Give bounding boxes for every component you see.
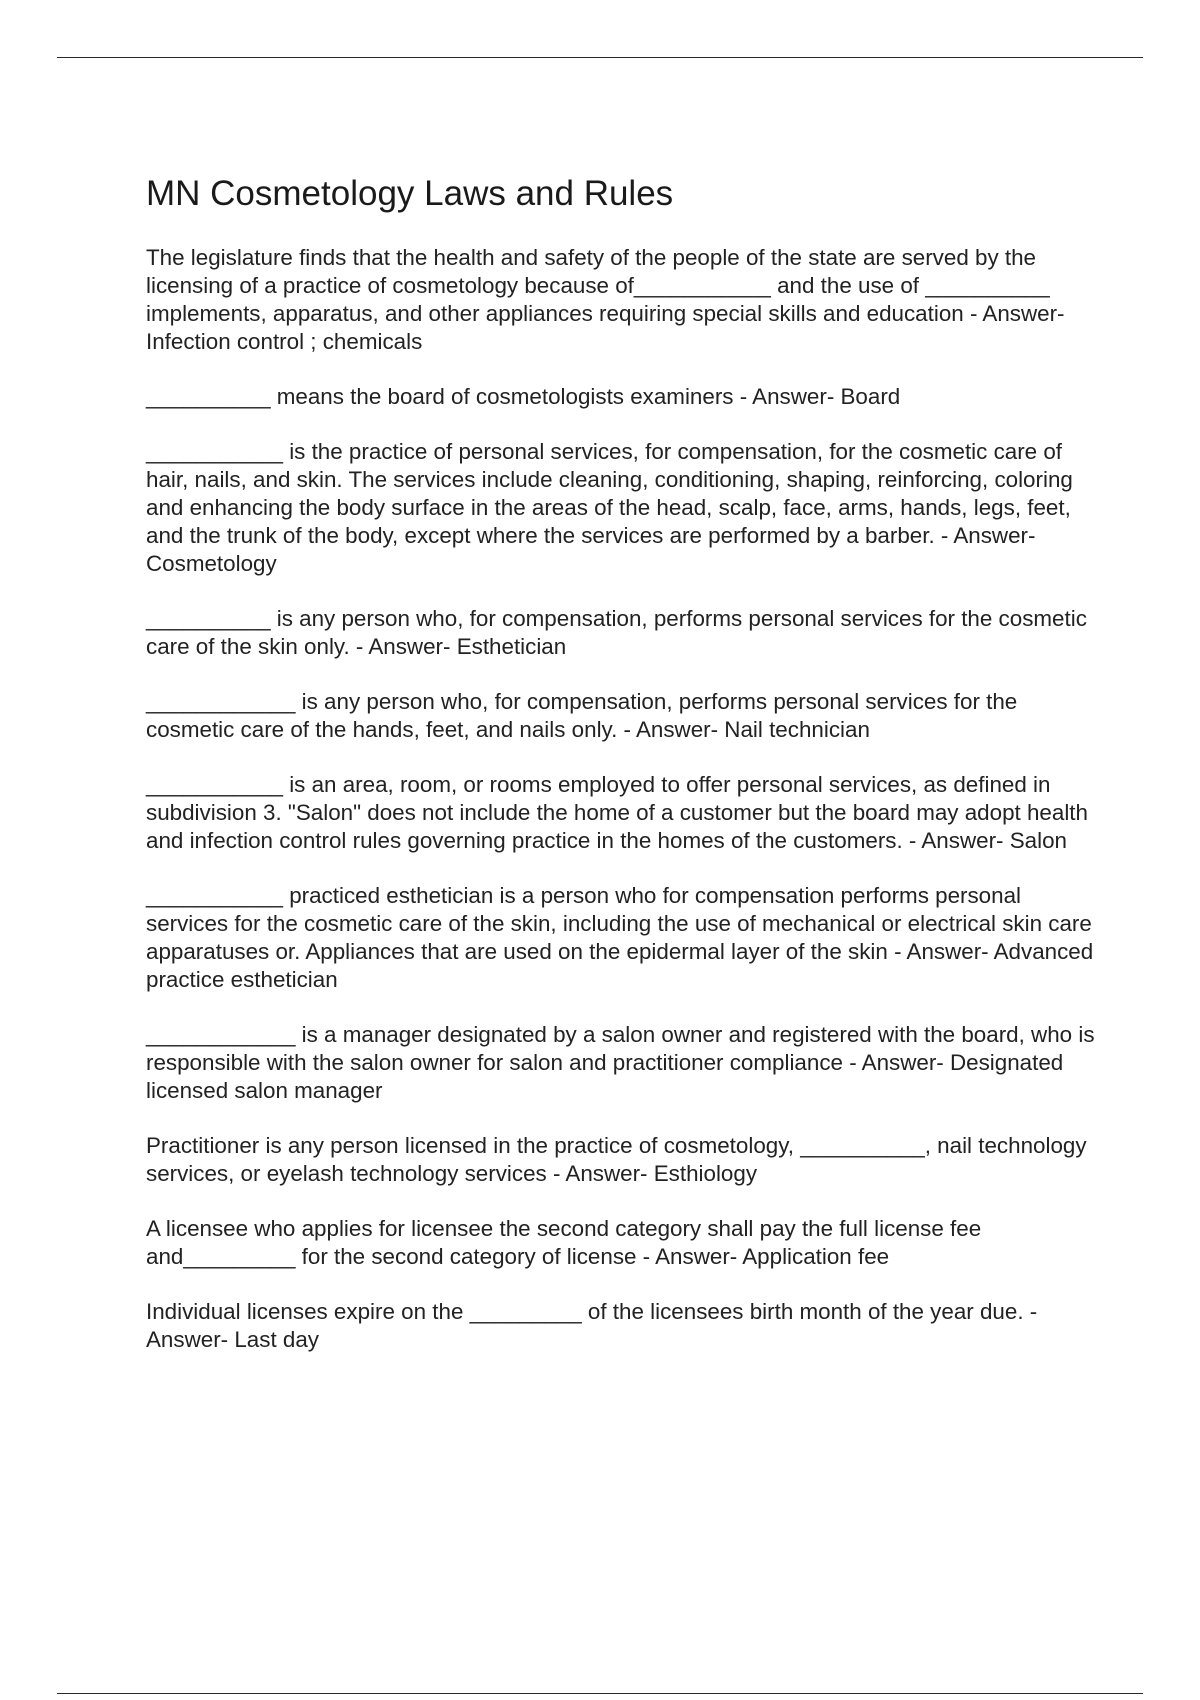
question-item: Practitioner is any person licensed in the practice of cosmetology, __________, nail technology services, or eyelash technology services - Answer- Esthiology	[146, 1133, 1087, 1186]
question-item: A licensee who applies for licensee the second category shall pay the full license fee and_________ for the second category of license - Answer- Application fee	[146, 1216, 982, 1269]
question-item: ____________ is a manager designated by a salon owner and registered with the board, who is responsible with the salon owner for salon and practitioner compliance - Answer- Designated licensed salon manager	[146, 1022, 1095, 1103]
question-item: ___________ is an area, room, or rooms employed to offer personal services, as defined in subdivision 3. "Salon" does not include the home of a customer but the board may adopt health and infection control rules governing practice in the homes of the customers. - Answer- Salon	[146, 772, 1088, 853]
question-item: Individual licenses expire on the _________ of the licensees birth month of the year due. - Answer- Last day	[146, 1299, 1038, 1352]
question-item: __________ means the board of cosmetologists examiners - Answer- Board	[146, 384, 901, 409]
question-item: ___________ practiced esthetician is a person who for compensation performs personal services for the cosmetic care of the skin, including the use of mechanical or electrical skin care apparatuses or. Appliances that are used on the epidermal layer of the skin - Answer- Advanced practice esthetician	[146, 883, 1094, 992]
document-page	[146, 170, 1096, 1381]
top-divider	[57, 57, 1143, 58]
bottom-divider	[57, 1693, 1143, 1694]
question-item: ____________ is any person who, for compensation, performs personal services for the cosmetic care of the hands, feet, and nails only. - Answer- Nail technician	[146, 689, 1018, 742]
question-item: __________ is any person who, for compensation, performs personal services for the cosmetic care of the skin only. - Answer- Esthetician	[146, 606, 1087, 659]
document-title: MN Cosmetology Laws and Rules	[146, 174, 674, 213]
question-item: ___________ is the practice of personal services, for compensation, for the cosmetic care of hair, nails, and skin. The services include cleaning, conditioning, shaping, reinforcing, coloring and enhancing the body surface in the areas of the head, scalp, face, arms, hands, legs, feet, and the trunk of the body, except where the services are performed by a barber. - Answer- Cosmetology	[146, 439, 1073, 576]
question-item: The legislature finds that the health and safety of the people of the state are served by the licensing of a practice of cosmetology because of___________ and the use of __________ implements, apparatus, and other appliances requiring special skills and education - Answer- Infection control ; chemicals	[146, 245, 1065, 354]
question-list	[146, 244, 1096, 1354]
